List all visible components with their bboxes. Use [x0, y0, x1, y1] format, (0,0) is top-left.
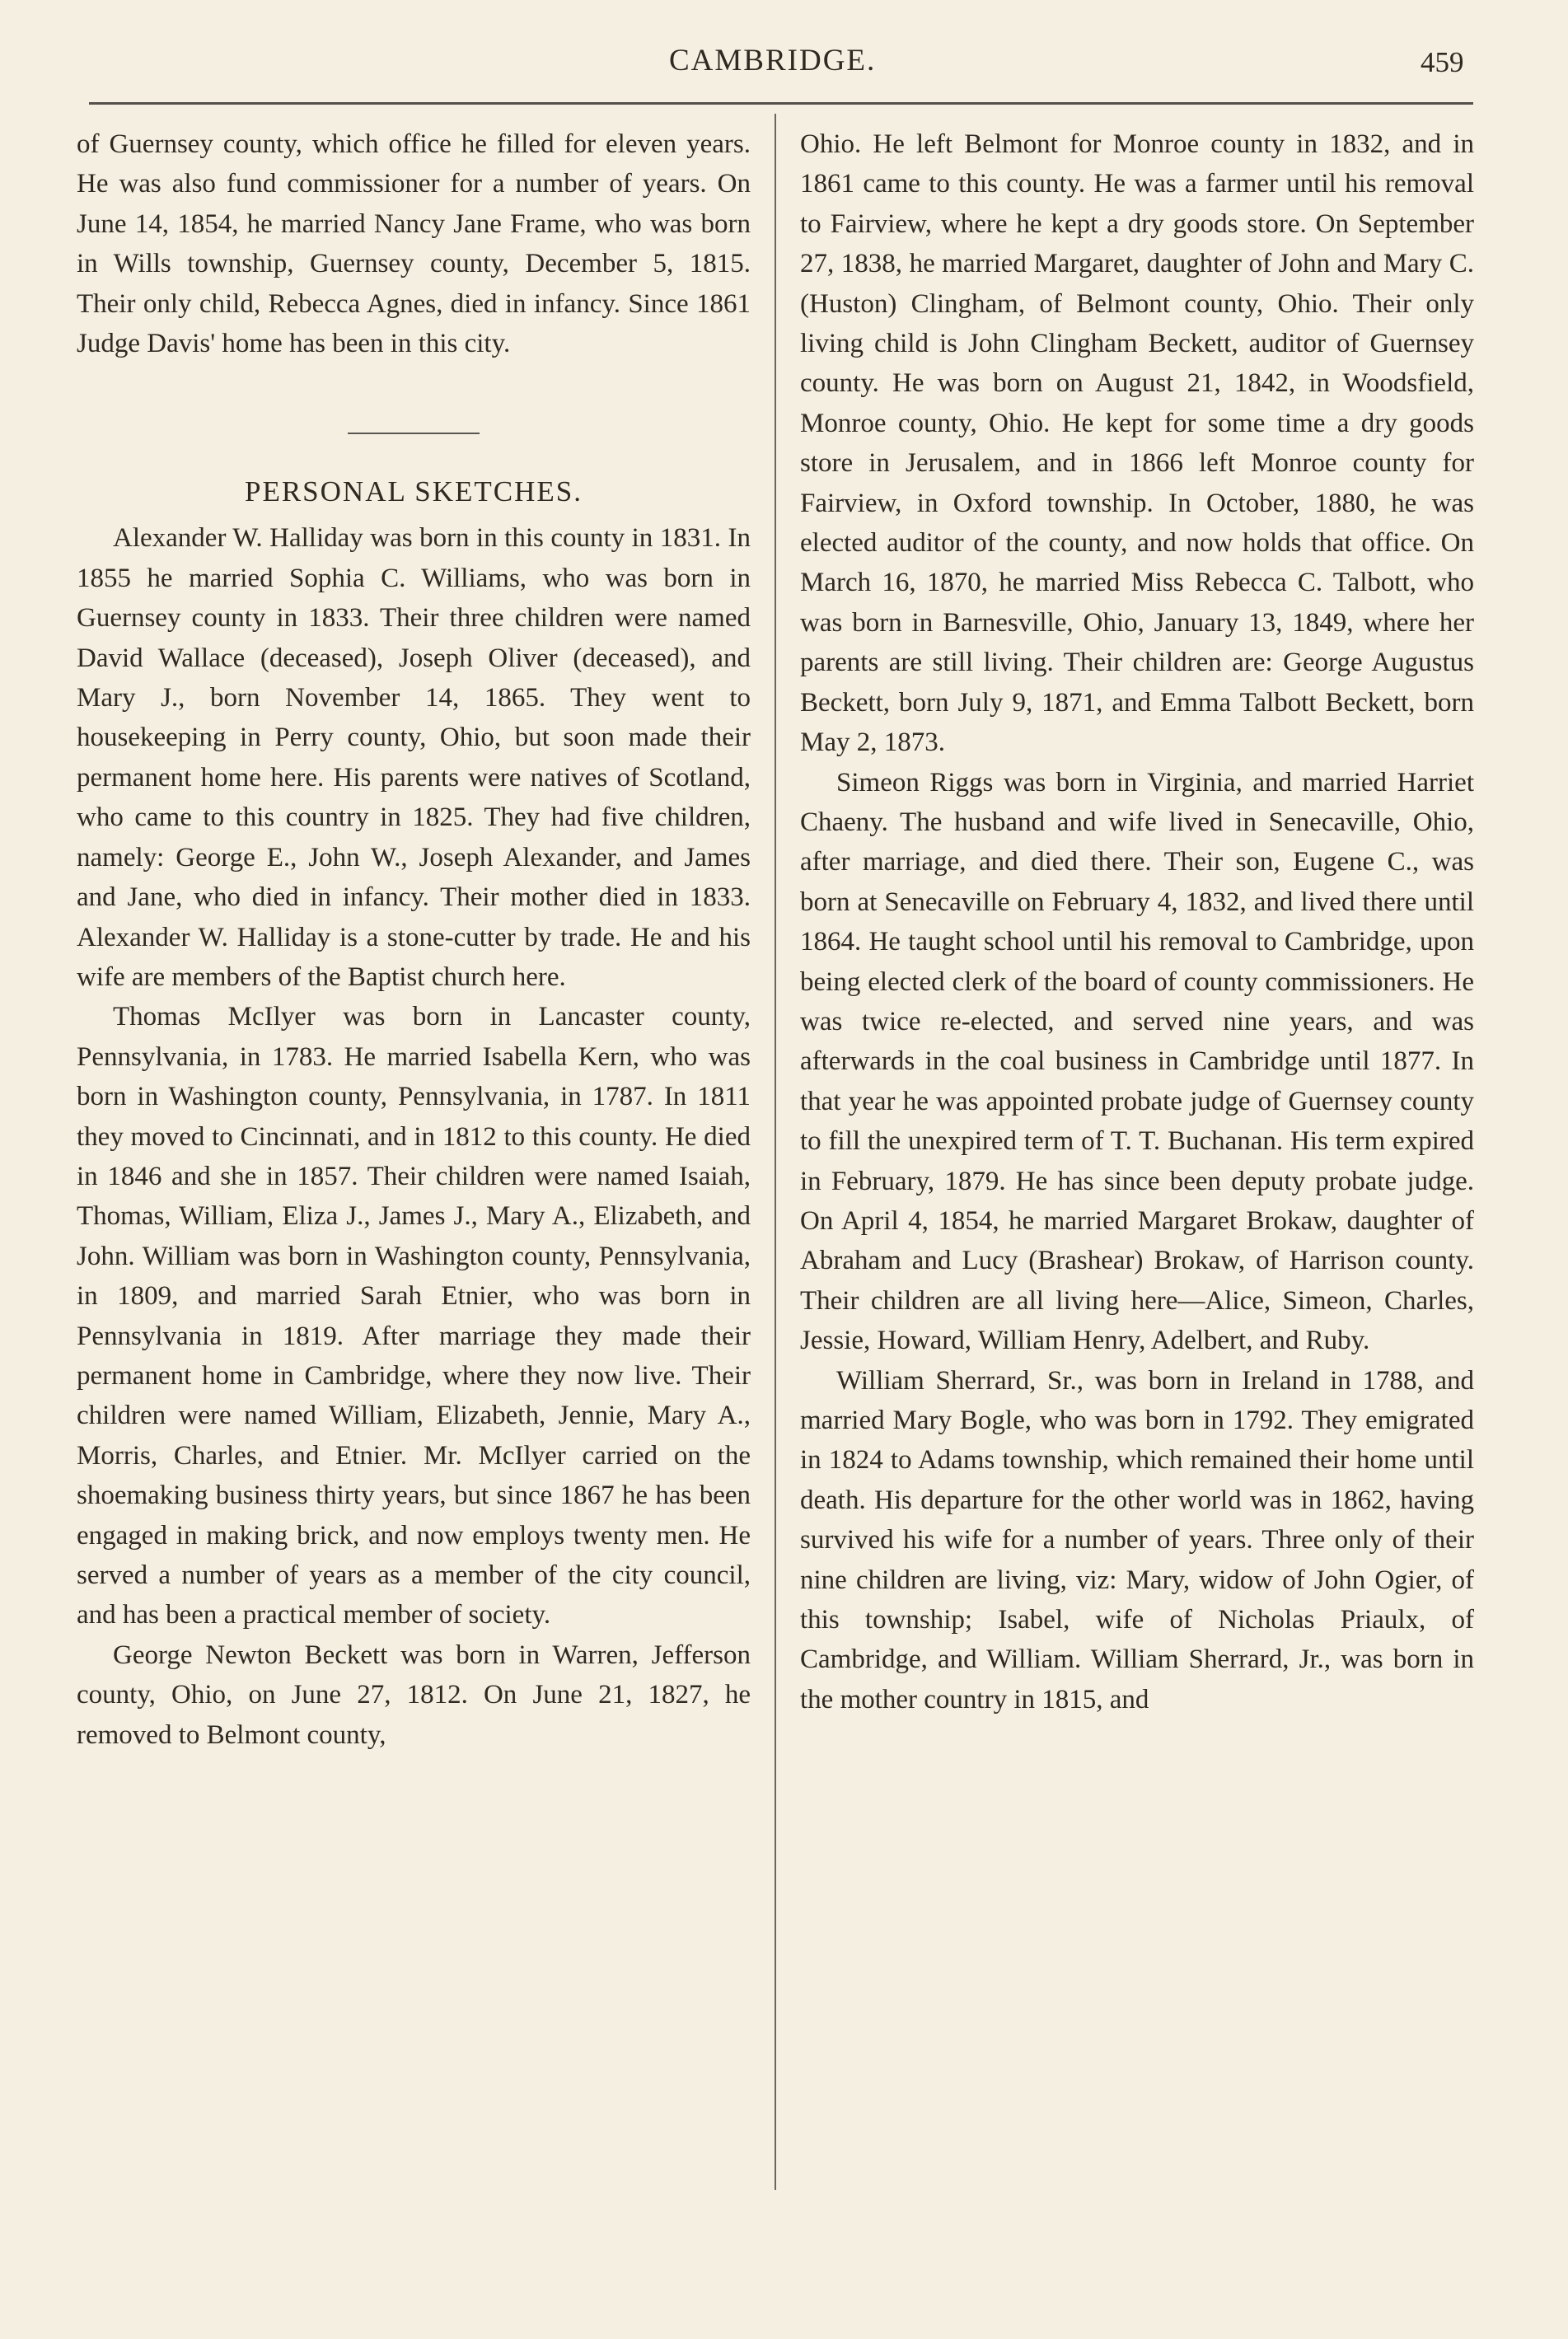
sketch-paragraph-beckett: George Newton Beckett was born in Warren, Jefferson county, Ohio, on June 27, 1812. On June 21, 1827, he removed to Belmont county,: [77, 1640, 751, 1750]
running-head: [0, 43, 1568, 84]
continued-paragraph: of Guernsey county, which office he filled for eleven years. He was also fund commissioner for a number of years. On June 14, 1854, he married Nancy Jane Frame, who was born in Wills township, Guernsey county, December 5, 1815. Their only child, Rebecca Agnes, died in infancy. Since 1861 Judge Davis' home has been in this city.: [77, 129, 751, 359]
left-column: [77, 124, 751, 1755]
page-number: 459: [1421, 46, 1464, 78]
column-divider: [775, 114, 776, 2190]
sketch-paragraph-halliday: Alexander W. Halliday was born in this county in 1831. In 1855 he married Sophia C. Williams, who was born in Guernsey county in 1833. Their three children were named David Wallace (deceased), Joseph Oliver (deceased), and Mary J., born November 14, 1865. They went to housekeeping in Perry county, Ohio, but soon made their permanent home here. His parents were natives of Scotland, who came to this country in 1825. They had five children, namely: George E., John W., Joseph Alexander, and James and Jane, who died in infancy. Their mother died in 1833. Alexander W. Halliday is a stone-cutter by trade. He and his wife are members of the Baptist church here.: [77, 523, 751, 992]
page-title: CAMBRIDGE.: [669, 44, 877, 77]
right-column: [800, 124, 1474, 1719]
header-rule: [89, 102, 1473, 105]
continued-paragraph: Ohio. He left Belmont for Monroe county in 1832, and in 1861 came to this county. He was a farmer until his removal to Fairview, where he kept a dry goods store. On September 27, 1838, he married Margaret, daughter of John and Mary C. (Huston) Clingham, of Belmont county, Ohio. Their only living child is John Clingham Beckett, auditor of Guernsey county. He was born on August 21, 1842, in Woodsfield, Monroe county, Ohio. He kept for some time a dry goods store in Jerusalem, and in 1866 left Monroe county for Fairview, in Oxford township. In October, 1880, he was elected auditor of the county, and now holds that office. On March 16, 1870, he married Miss Rebecca C. Talbott, who was born in Barnesville, Ohio, January 13, 1849, where her parents are still living. Their children are: George Augustus Beckett, born July 9, 1871, and Emma Talbott Beckett, born May 2, 1873.: [800, 129, 1474, 758]
section-heading: PERSONAL SKETCHES.: [244, 475, 583, 508]
sketch-paragraph-riggs: Simeon Riggs was born in Virginia, and married Harriet Chaeny. The husband and wife lived in Senecaville, Ohio, after marriage, and died there. Their son, Eugene C., was born at Senecaville on February 4, 1832, and lived there until 1864. He taught school until his removal to Cambridge, upon being elected clerk of the board of county commissioners. He was twice re-elected, and served nine years, and was afterwards in the coal business in Cambridge until 1877. In that year he was appointed probate judge of Guernsey county to fill the unexpired term of T. T. Buchanan. His term expired in February, 1879. He has since been deputy probate judge. On April 4, 1854, he married Margaret Brokaw, daughter of Abraham and Lucy (Brashear) Brokaw, of Harrison county. Their children are all living here—Alice, Simeon, Charles, Jessie, Howard, William Henry, Adelbert, and Ruby.: [800, 767, 1474, 1356]
section-separator: [348, 433, 480, 434]
sketch-paragraph-mcilyer: Thomas McIlyer was born in Lancaster county, Pennsylvania, in 1783. He married Isabella Kern, who was born in Washington county, Pennsylvania, in 1787. In 1811 they moved to Cincinnati, and in 1812 to this county. He died in 1846 and she in 1857. Their children were named Isaiah, Thomas, William, Eliza J., James J., Mary A., Elizabeth, and John. William was born in Washington county, Pennsylvania, in 1809, and married Sarah Etnier, who was born in Pennsylvania in 1819. After marriage they made their permanent home in Cambridge, where they now live. Their children were named William, Elizabeth, Jennie, Mary A., Morris, Charles, and Etnier. Mr. McIlyer carried on the shoemaking business thirty years, but since 1867 he has been engaged in making brick, and now employs twenty men. He served a number of years as a member of the city council, and has been a practical member of society.: [77, 1002, 751, 1630]
sketch-paragraph-sherrard: William Sherrard, Sr., was born in Ireland in 1788, and married Mary Bogle, who was born in 1792. They emigrated in 1824 to Adams township, which remained their home until death. His departure for the other world was in 1862, having survived his wife for a number of years. Three only of their nine children are living, viz: Mary, widow of John Ogier, of this township; Isabel, wife of Nicholas Priaulx, of Cambridge, and William. William Sherrard, Jr., was born in the mother country in 1815, and: [800, 1365, 1474, 1714]
